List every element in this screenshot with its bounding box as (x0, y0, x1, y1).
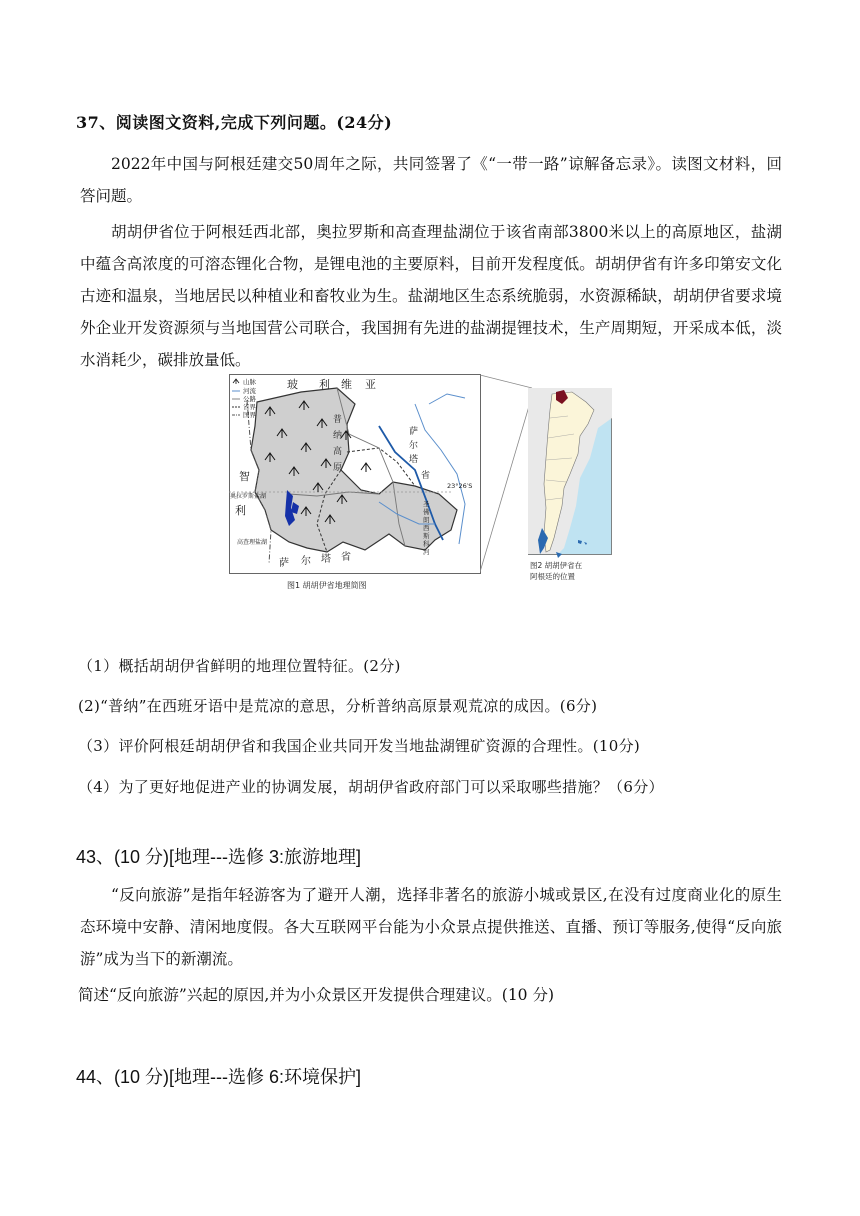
question-37-sub-1: （1）概括胡胡伊省鲜明的地理位置特征。(2分) (78, 657, 401, 675)
label-salta-2: 尔 (409, 441, 419, 451)
label-olaroz-salt-lake: 奥拉罗斯盐湖 (230, 493, 267, 500)
question-37-sub-2: (2)“普纳”在西班牙语中是荒凉的意思，分析普纳高原景观荒凉的成因。(6分) (78, 697, 598, 715)
label-puna-1: 普 (333, 415, 343, 425)
label-river-3: 朗 (423, 516, 430, 524)
label-bolivia-3: 维 (341, 378, 352, 391)
label-bolivia-2: 利 (319, 378, 330, 391)
question-43-prompt: 简述“反向旅游”兴起的原因,并为小众景区开发提供合理建议。(10 分) (78, 986, 555, 1004)
label-puna-2: 纳 (333, 431, 343, 441)
label-bolivia-4: 亚 (365, 378, 376, 391)
question-43-title: 43、(10 分)[地理---选修 3:旅游地理] (76, 847, 362, 867)
label-salta-3: 塔 (409, 455, 419, 465)
label-tropic-latitude: 23°26′S (447, 482, 473, 490)
legend-mountain: 山脉 (243, 378, 256, 386)
label-river-4: 西 (423, 524, 430, 532)
label-river-1: 圣 (423, 500, 430, 508)
figure-1-caption: 图1 胡胡伊省地理简图 (287, 581, 367, 590)
figure-2-caption-line-2: 阿根廷的位置 (530, 572, 575, 581)
label-chile-1: 智 (239, 470, 250, 483)
label-river-6: 科 (423, 540, 430, 548)
question-37-sub-3: （3）评价阿根廷胡胡伊省和我国企业共同开发当地盐湖锂矿资源的合理性。(10分) (78, 737, 641, 755)
question-37-sub-4: （4）为了更好地促进产业的协调发展，胡胡伊省政府部门可以采取哪些措施？（6分） (78, 778, 664, 796)
legend-national-border: 国界 (243, 411, 256, 419)
label-bolivia-1: 玻 (287, 378, 298, 391)
legend-province-border: 省界 (243, 403, 256, 411)
label-river-5: 斯 (423, 532, 430, 540)
label-river-2: 佛 (423, 508, 430, 516)
label-salta-bottom-1: 萨 (279, 558, 289, 569)
label-river-7: 河 (423, 548, 430, 556)
legend-river: 河流 (243, 387, 256, 395)
label-chile-2: 利 (235, 504, 246, 517)
label-salta-4: 省 (421, 471, 431, 481)
legend-road: 公路 (243, 395, 256, 403)
question-37-intro: 2022年中国与阿根廷建交50周年之际，共同签署了《“一带一路”谅解备忘录》。读图文材料，回答问题。 (80, 155, 782, 205)
question-43-material: “反向旅游”是指年轻游客为了避开人潮，选择非著名的旅游小城或景区,在没有过度商业化的原生态环境中安静、清闲地度假。各大互联网平台能为小众景点提供推送、直播、预订等服务,使得“反向旅游”成为当下的新潮流。 (80, 886, 782, 968)
label-cauchari-salt-lake: 高查理盐湖 (237, 539, 268, 546)
question-37-material: 胡胡伊省位于阿根廷西北部，奥拉罗斯和高查理盐湖位于该省南部3800米以上的高原地区，盐湖中蕴含高浓度的可溶态锂化合物，是锂电池的主要原料，目前开发程度低。胡胡伊省有许多印第安文化古迹和温泉，当地居民以种植业和畜牧业为生。盐湖地区生态系统脆弱，水资源稀缺，胡胡伊省要求境外企业开发资源须与当地国营公司联合，我国拥有先进的盐湖提锂技术，生产周期短，开采成本低，淡水消耗少，碳排放量低。 (80, 223, 782, 369)
label-salta-bottom-4: 省 (341, 552, 351, 563)
label-salta-1: 萨 (409, 427, 419, 437)
label-puna-3: 高 (333, 447, 343, 457)
label-salta-bottom-2: 尔 (301, 556, 311, 567)
figure-2-caption-line-1: 图2 胡胡伊省在 (530, 561, 583, 570)
figure-2-argentina-locator-map (528, 388, 612, 588)
question-37-title: 37、阅读图文资料,完成下列问题。(24分) (76, 113, 393, 132)
question-44-title: 44、(10 分)[地理---选修 6:环境保护] (76, 1067, 362, 1087)
figure-1-jujuy-map (229, 374, 481, 594)
label-puna-4: 原 (333, 463, 343, 473)
label-salta-bottom-3: 塔 (321, 554, 331, 565)
